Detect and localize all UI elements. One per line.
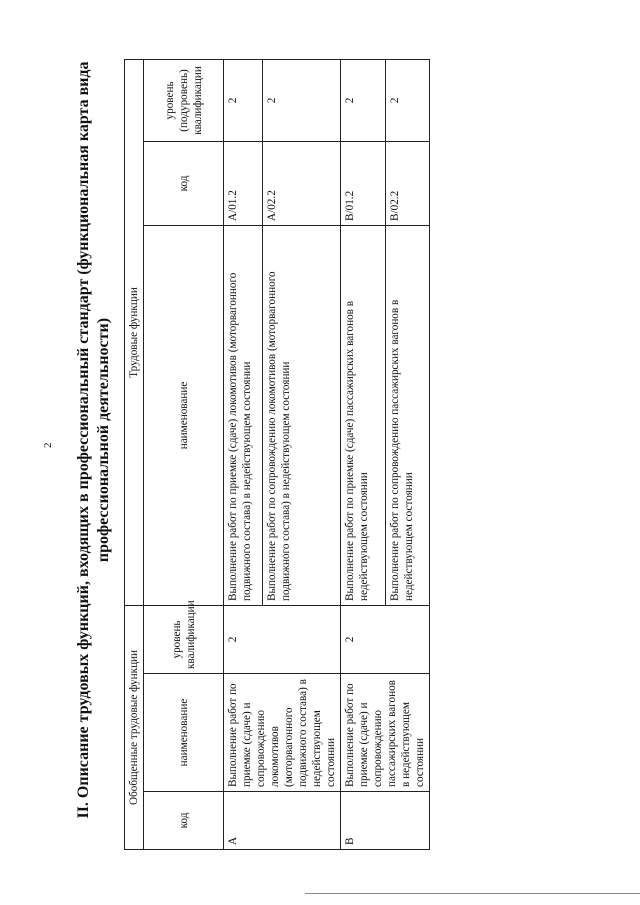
rotated-page-content	[60, 60, 570, 860]
table-row	[224, 59, 263, 849]
tf-code-cell: B/02.2	[385, 141, 430, 225]
section-title	[74, 50, 114, 830]
name-column-header: наименование	[144, 674, 224, 792]
tf-code-cell: A/01.2	[224, 141, 263, 225]
tf-name-cell: Выполнение работ по сопровождению пассажирских вагонов в недействующем состоянии	[385, 225, 430, 605]
labor-functions-header: Трудовые функции	[125, 59, 144, 605]
gtf-name-cell: Выполнение работ по приемке (сдаче) и сопровождению пассажирских вагонов в недействующем состоянии	[341, 674, 430, 792]
gtf-name-cell: Выполнение работ по приемке (сдаче) и сопровождению локомотивов (моторвагонного подвижного состава) в недействующем состоянии	[224, 674, 341, 792]
tf-level-cell: 2	[263, 59, 341, 141]
tf-code-column-header: код	[144, 141, 224, 225]
tf-code-cell: A/02.2	[263, 141, 341, 225]
tf-name-cell: Выполнение работ по приемке (сдаче) пассажирских вагонов в недействующем состоянии	[341, 225, 386, 605]
tf-level-cell: 2	[385, 59, 430, 141]
gtf-level-cell: 2	[341, 605, 430, 673]
tf-code-cell: B/01.2	[341, 141, 386, 225]
tf-level-cell: 2	[224, 59, 263, 141]
tf-level-column-header: уровень (подуровень) квалификации	[144, 59, 224, 141]
tf-name-cell: Выполнение работ по приемке (сдаче) локомотивов (моторвагонного подвижного состава) в недействующем состоянии	[224, 225, 263, 605]
gtf-code-cell: В	[341, 792, 430, 850]
scan-edge-line	[305, 893, 640, 894]
level-column-header: уровень квалификации	[144, 605, 224, 673]
gtf-code-cell: А	[224, 792, 341, 850]
gtf-level-cell: 2	[224, 605, 341, 673]
tf-name-column-header: наименование	[144, 225, 224, 605]
generalized-functions-header: Обобщенные трудовые функции	[125, 605, 144, 849]
section-title-line-2: профессиональной деятельности)	[95, 317, 112, 563]
tf-name-cell: Выполнение работ по сопровождению локомотивов (моторвагонного подвижного состава) в недействующем состоянии	[263, 225, 341, 605]
page-number: 2	[42, 442, 54, 448]
functional-map-table	[124, 59, 430, 850]
tf-level-cell: 2	[341, 59, 386, 141]
table-row	[341, 59, 386, 849]
code-column-header: код	[144, 792, 224, 850]
section-title-line-1: II. Описание трудовых функций, входящих в профессиональный стандарт (функциональная карта вида	[75, 61, 92, 819]
